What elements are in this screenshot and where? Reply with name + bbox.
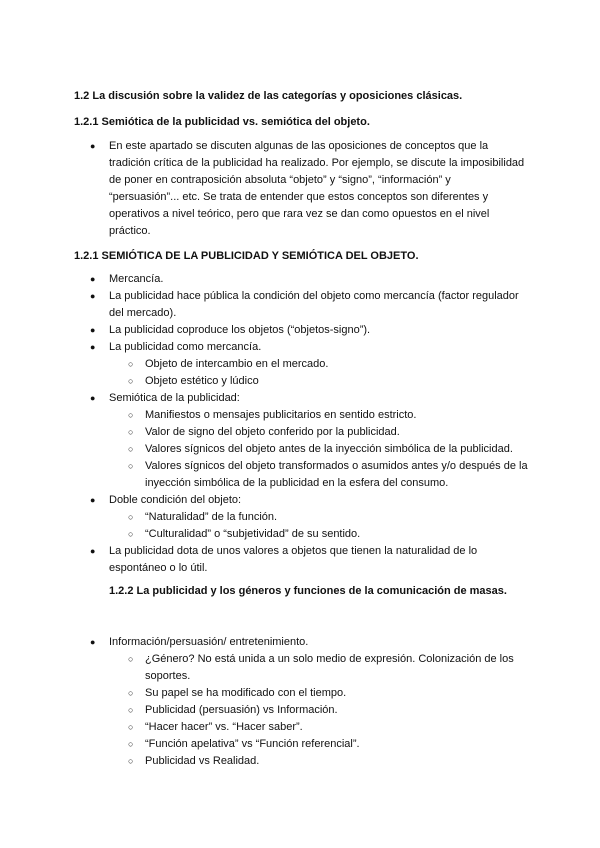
sub-bullet-icon: ○: [128, 688, 134, 698]
sub-bullet-icon: ○: [128, 654, 134, 664]
list-item: Semiótica de la publicidad:: [109, 392, 240, 404]
bullet-icon: ●: [90, 141, 96, 151]
intro-line: de poner en contraposición absoluta “objeto” y “signo”, “información” y: [109, 174, 451, 186]
sub-list-item: Valor de signo del objeto conferido por la publicidad.: [145, 426, 400, 438]
sub-list-item-line: soportes.: [145, 670, 191, 682]
sub-bullet-icon: ○: [128, 410, 134, 420]
bullet-icon: ●: [90, 291, 96, 301]
list-item: Mercancía.: [109, 273, 164, 285]
list-item-line: del mercado).: [109, 307, 177, 319]
sub-list-item: Valores sígnicos del objeto antes de la inyección simbólica de la publicidad.: [145, 443, 513, 455]
sub-list-item: Objeto estético y lúdico: [145, 375, 259, 387]
sub-bullet-icon: ○: [128, 444, 134, 454]
section-heading-caps: 1.2.1 SEMIÓTICA DE LA PUBLICIDAD Y SEMIÓTICA DEL OBJETO.: [74, 250, 419, 262]
intro-line: operativos a nivel teórico, pero que rara vez se dan como opuestos en el nivel: [109, 208, 490, 220]
list-item: [109, 288, 549, 322]
intro-line: práctico.: [109, 225, 151, 237]
sub-list-item: [145, 458, 555, 492]
bullet-icon: ●: [90, 495, 96, 505]
sub-list-item: Manifiestos o mensajes publicitarios en sentido estricto.: [145, 409, 417, 421]
list-item-line: La publicidad hace pública la condición del objeto como mercancía (factor regulador: [109, 290, 519, 302]
intro-line: tradición crítica de la publicidad ha realizado. Por ejemplo, se discute la imposibilidad: [109, 157, 525, 169]
bullet-icon: ●: [90, 393, 96, 403]
bullet-icon: ●: [90, 546, 96, 556]
sub-list-item-line: ¿Género? No está unida a un solo medio de expresión. Colonización de los: [145, 653, 514, 665]
sub-bullet-icon: ○: [128, 461, 134, 471]
bullet-icon: ●: [90, 637, 96, 647]
section-heading-1-2-2: 1.2.2 La publicidad y los géneros y funciones de la comunicación de masas.: [109, 585, 507, 597]
sub-list-item: “Hacer hacer” vs. “Hacer saber”.: [145, 721, 303, 733]
list-item-line: La publicidad dota de unos valores a objetos que tienen la naturalidad de lo: [109, 545, 478, 557]
list-item: La publicidad como mercancía.: [109, 341, 262, 353]
sub-list-item: “Naturalidad” de la función.: [145, 511, 278, 523]
sub-list-item-line: inyección simbólica de la publicidad en la esfera del consumo.: [145, 477, 449, 489]
sub-list-item: Objeto de intercambio en el mercado.: [145, 358, 329, 370]
sub-list-item: Publicidad vs Realidad.: [145, 755, 260, 767]
list-item: Información/persuasión/ entretenimiento.: [109, 636, 309, 648]
sub-list-item: [145, 651, 555, 685]
sub-list-item: Su papel se ha modificado con el tiempo.: [145, 687, 347, 699]
sub-bullet-icon: ○: [128, 427, 134, 437]
bullet-icon: ●: [90, 325, 96, 335]
sub-list-item-line: Valores sígnicos del objeto transformados o asumidos antes y/o después de la: [145, 460, 528, 472]
sub-bullet-icon: ○: [128, 512, 134, 522]
sub-bullet-icon: ○: [128, 376, 134, 386]
intro-line: En este apartado se discuten algunas de las oposiciones de conceptos que la: [109, 140, 489, 152]
sub-bullet-icon: ○: [128, 529, 134, 539]
sub-bullet-icon: ○: [128, 722, 134, 732]
list-item-line: espontáneo o lo útil.: [109, 562, 208, 574]
list-item: Doble condición del objeto:: [109, 494, 242, 506]
list-item: [109, 543, 549, 577]
bullet-icon: ●: [90, 274, 96, 284]
sub-list-item: “Culturalidad” o “subjetividad” de su sentido.: [145, 528, 361, 540]
list-item: La publicidad coproduce los objetos (“objetos-signo”).: [109, 324, 371, 336]
sub-bullet-icon: ○: [128, 739, 134, 749]
intro-line: “persuasión”... etc. Se trata de entender que estos conceptos son diferentes y: [109, 191, 489, 203]
sub-list-item: “Función apelativa” vs “Función referencial”.: [145, 738, 360, 750]
sub-bullet-icon: ○: [128, 705, 134, 715]
sub-bullet-icon: ○: [128, 359, 134, 369]
intro-paragraph: [109, 138, 549, 240]
section-heading-1-2: 1.2 La discusión sobre la validez de las categorías y oposiciones clásicas.: [74, 90, 463, 102]
bullet-icon: ●: [90, 342, 96, 352]
sub-bullet-icon: ○: [128, 756, 134, 766]
section-heading-1-2-1: 1.2.1 Semiótica de la publicidad vs. semiótica del objeto.: [74, 116, 370, 128]
sub-list-item: Publicidad (persuasión) vs Información.: [145, 704, 338, 716]
